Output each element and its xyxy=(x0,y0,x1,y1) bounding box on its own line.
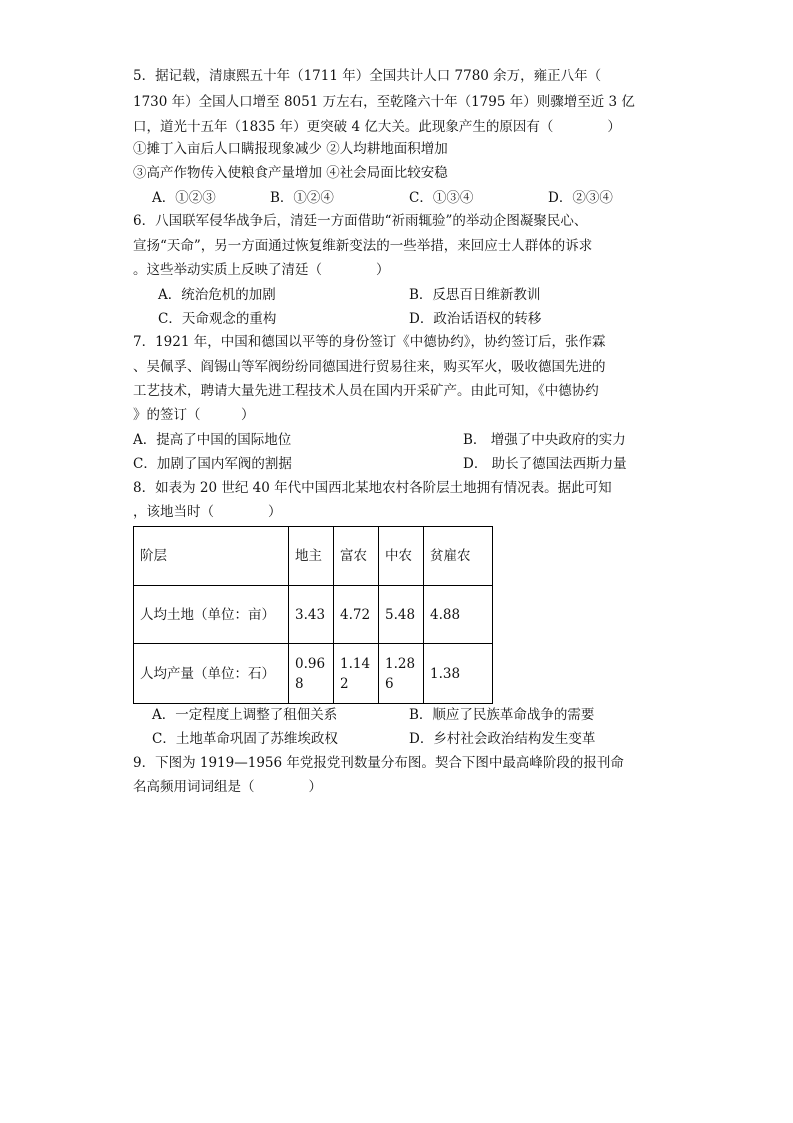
table-cell: 1.38 xyxy=(424,644,493,704)
table-header-cell: 地主 xyxy=(289,527,334,586)
table-cell: 3.43 xyxy=(289,586,334,644)
q6-line-3: 。这些举动实质上反映了清廷（ ） xyxy=(133,262,390,278)
q8-option-d: D．乡村社会政治结构发生变革 xyxy=(409,731,596,747)
table-header-cell: 中农 xyxy=(379,527,424,586)
q7-line-3: 工艺技术，聘请大量先进工程技术人员在国内开采矿产。由此可知，《中德协约 xyxy=(133,383,599,399)
q5-line-4: ①摊丁入亩后人口瞒报现象减少 ②人均耕地面积增加 xyxy=(133,141,448,157)
q5-line-3: 口，道光十五年（1835 年）更突破 4 亿大关。此现象产生的原因有（ ） xyxy=(133,119,621,135)
table-row xyxy=(134,586,493,644)
q7-line-4: 》的签订（ ） xyxy=(133,407,255,423)
q8-line-1: 8．如表为 20 世纪 40 年代中国西北某地农村各阶层土地拥有情况表。据此可知 xyxy=(133,480,612,496)
q8-line-2: ，该地当时（ ） xyxy=(133,504,282,520)
q7-option-d: D． 助长了德国法西斯力量 xyxy=(463,456,627,472)
q8-option-a: A．一定程度上调整了租佃关系 xyxy=(152,707,338,723)
table-row xyxy=(134,644,493,704)
q7-option-b: B． 增强了中央政府的实力 xyxy=(463,432,626,448)
q5-option-b: B．①②④ xyxy=(270,190,334,206)
q6-option-a: A．统治危机的加剧 xyxy=(158,287,276,303)
q8-option-c: C．土地革命巩固了苏维埃政权 xyxy=(152,731,338,747)
table-cell: 人均土地（单位：亩） xyxy=(134,586,289,644)
q6-option-c: C．天命观念的重构 xyxy=(158,311,277,327)
land-ownership-table xyxy=(133,526,493,704)
q6-option-d: D．政治话语权的转移 xyxy=(409,311,542,327)
q7-line-1: 7．1921 年，中国和德国以平等的身份签订《中德协约》，协约签订后，张作霖 xyxy=(133,334,606,350)
table-header-cell: 阶层 xyxy=(134,527,289,586)
table-cell: 4.88 xyxy=(424,586,493,644)
q8-option-b: B．顺应了民族革命战争的需要 xyxy=(409,707,595,723)
q9-line-1: 9．下图为 1919—1956 年党报党刊数量分布图。契合下图中最高峰阶段的报刊命 xyxy=(133,755,624,771)
table-cell: 0.968 xyxy=(289,644,334,704)
table-cell: 人均产量（单位：石） xyxy=(134,644,289,704)
table-header-cell: 贫雇农 xyxy=(424,527,493,586)
q6-line-1: 6．八国联军侵华战争后，清廷一方面借助“祈雨辄验”的举动企图凝聚民心、 xyxy=(133,213,588,229)
q5-line-1: 5．据记载，清康熙五十年（1711 年）全国共计人口 7780 余万，雍正八年（ xyxy=(133,68,602,84)
table-cell: 1.142 xyxy=(334,644,379,704)
q5-option-d: D．②③④ xyxy=(548,190,613,206)
q5-option-a: A．①②③ xyxy=(152,190,216,206)
q5-line-2: 1730 年）全国人口增至 8051 万左右，至乾隆六十年（1795 年）则骤增至近 3 亿 xyxy=(133,94,635,110)
table-header-cell: 富农 xyxy=(334,527,379,586)
q6-line-2: 宣扬“天命”，另一方面通过恢复维新变法的一些举措，来回应士人群体的诉求 xyxy=(133,238,593,254)
table-cell: 5.48 xyxy=(379,586,424,644)
q5-line-5: ③高产作物传入使粮食产量增加 ④社会局面比较安稳 xyxy=(133,165,448,181)
q7-line-2: 、吴佩孚、阎锡山等军阀纷纷同德国进行贸易往来，购买军火，吸收德国先进的 xyxy=(133,359,606,375)
q6-option-b: B．反思百日维新教训 xyxy=(409,287,541,303)
q5-option-c: C．①③④ xyxy=(409,190,474,206)
table-cell: 1.286 xyxy=(379,644,424,704)
q7-option-a: A．提高了中国的国际地位 xyxy=(133,432,292,448)
q7-option-c: C．加剧了国内军阀的割据 xyxy=(133,456,292,472)
q9-line-2: 名高频用词词组是（ ） xyxy=(133,779,322,795)
table-cell: 4.72 xyxy=(334,586,379,644)
table-header-row xyxy=(134,527,493,586)
